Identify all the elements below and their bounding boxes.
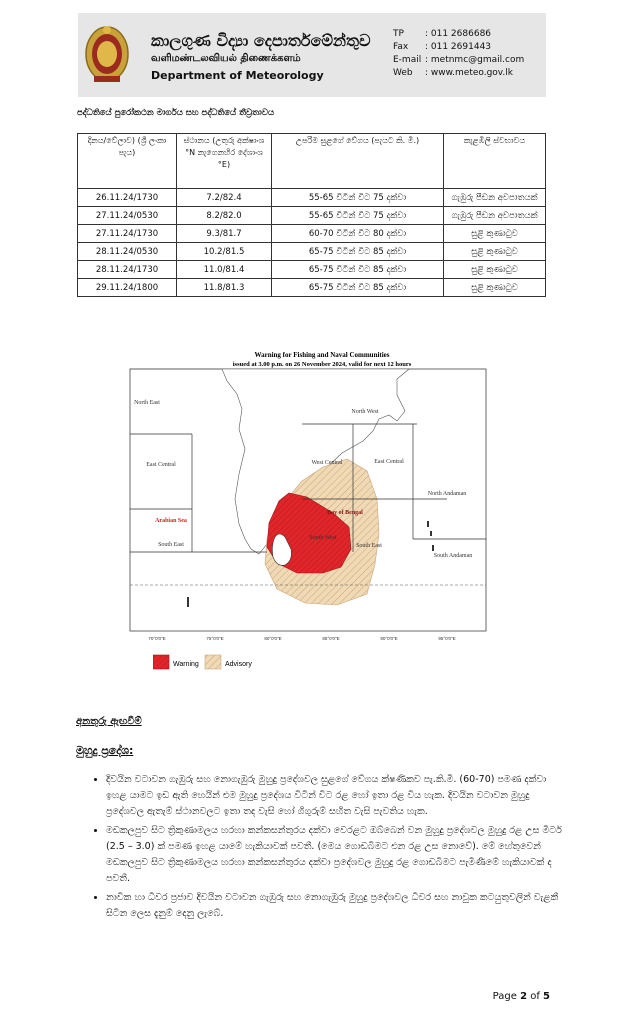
svg-text:85°0'0"E: 85°0'0"E — [322, 636, 340, 641]
contact-phone: TP : 011 2686686 — [393, 29, 492, 39]
sri-lanka-emblem-icon — [84, 24, 130, 86]
table-header-row — [78, 134, 546, 189]
contact-block — [393, 28, 524, 80]
col-header-position: ස්ථානය (උතුරු අක්ෂාංශ °N නැගෙනහිර දේශාංශ °E) — [177, 134, 272, 189]
warnings-heading: අනතුරු ඇඟවීම් — [76, 716, 142, 727]
table-title: පද්ධතියේ පුරෝකථන මාර්ගය සහ පද්ධතියේ තීව්‍රතාවය — [77, 108, 275, 118]
dept-name-english: Department of Meteorology — [151, 69, 324, 82]
label-south-west: South West — [309, 535, 337, 541]
label-north-east: North East — [134, 400, 160, 406]
col-header-intensity: කැළඹිලි ස්වභාවය — [444, 134, 546, 189]
svg-text:90°0'0"E: 90°0'0"E — [380, 636, 398, 641]
svg-text:70°0'0"E: 70°0'0"E — [148, 636, 166, 641]
warning-map — [127, 349, 490, 645]
contact-email: E-mail : metnmc@gmail.com — [393, 55, 525, 65]
col-header-datetime: දිනය/වේලාව) (ශ්‍රී ලංකා පැය) — [78, 134, 177, 189]
svg-text:80°0'0"E: 80°0'0"E — [264, 636, 282, 641]
label-bay-of-bengal: Bay of Bengal — [327, 510, 363, 516]
legend-advisory-swatch — [205, 655, 221, 669]
sea-areas-heading: මුහුදු ප්‍රදේශ: — [76, 744, 134, 757]
map-title: Warning for Fishing and Naval Communities — [254, 351, 390, 359]
dept-name-tamil: வளிமண்டலவியல் திணைக்களம் — [151, 53, 301, 64]
table-row: 26.11.24/1730 7.2/82.4 55-65 විටින් විට 75 දක්වා ගැඹුරු පීඩන අවපාතයක් — [78, 189, 546, 207]
table-row: 27.11.24/0530 8.2/82.0 55-65 විටින් විට 75 දක්වා ගැඹුරු පීඩන අවපාතයක් — [78, 207, 546, 225]
longitude-labels — [148, 636, 455, 641]
label-south-east-bay: South East — [356, 543, 382, 549]
label-south-east-west: South East — [158, 542, 184, 548]
col-header-wind: උපරිම සුළගේ වේගය (පැයට කි. මී.) — [272, 134, 444, 189]
svg-text:95°0'0"E: 95°0'0"E — [438, 636, 456, 641]
svg-text:75°0'0"E: 75°0'0"E — [206, 636, 224, 641]
legend-advisory-label: Advisory — [225, 661, 252, 668]
table-row: 27.11.24/1730 9.3/81.7 60-70 විටින් විට 80 දක්වා සුළි කුණාටුව — [78, 225, 546, 243]
contact-fax: Fax : 011 2691443 — [393, 42, 492, 52]
label-north-west: North West — [351, 409, 379, 415]
label-arabian-sea: Arabian Sea — [155, 518, 187, 524]
map-legend — [153, 653, 263, 675]
label-east-central: East Central — [146, 462, 176, 468]
map-subtitle: issued at 3.00 p.m. on 26 November 2024, valid for next 12 hours — [232, 361, 412, 368]
label-west-central: West Central — [311, 460, 343, 466]
table-row: 29.11.24/1800 11.8/81.3 65-75 විටින් විට 85 දක්වා සුළි කුණාටුව — [78, 279, 546, 297]
contact-web: Web : www.meteo.gov.lk — [393, 68, 514, 78]
legend-warning-label: Warning — [173, 661, 199, 668]
legend-warning-swatch — [153, 655, 169, 669]
bullet-item: • මඩකලපුව සිට ත්‍රිකුණාමලය හරහා කන්කසන්තුරය දක්වා වෙරළට ඔබ්බෙන් වන මුහුදු ප්‍රදේශවල මුහුදු රළ උස මීටර් (2.5 – 3.0) ක් පමණ ඉහළ යාමේ හැකියාවක් පවතී. (මෙය ගොඩබිමට එන රළ උස නොවේ). මේ හේතුවෙන් මඩකලපුව සිට ත්‍රිකුණාමලය හරහා කන්කසන්තුරය දක්වා ප්‍රදේශවල මුහුදු රළ ගොඩබිමට පැමිණීමේ හැකියාවක් ද පවතී. — [106, 823, 566, 887]
dept-name-sinhala: කාලගුණ විද්‍යා දෙපාර්තමේන්තුව — [151, 31, 371, 50]
warning-bullets — [88, 772, 566, 925]
label-north-andaman: North Andaman — [427, 491, 467, 497]
bullet-item: • දිවයින වටාවන ගැඹුරු සහ නොගැඹුරු මුහුදු ප්‍රදේශවල සුළගේ වේගය ක්ෂණිකව පැ.කි.මී. (60-70) පමණ දක්වා ඉහළ යාමට ඉඩ ඇති හෙයින් එම මුහුදු ප්‍රදේශය විටින් විට රළ හෝ ඉතා රළ විය හැක. දිවයින වටාවන මුහුදු ප්‍රදේශවල ඇතැම් ස්ථානවලට ඉතා තද වැසි හෝ ගිගුරුම් සහිත වැසි පැවතිය හැක. — [106, 772, 566, 820]
page-number: Page 2 of 5 — [492, 991, 550, 1002]
label-east-central-bay: East Central — [374, 459, 404, 465]
forecast-table — [77, 133, 546, 297]
table-row: 28.11.24/1730 11.0/81.4 65-75 විටින් විට 85 දක්වා සුළි කුණාටුව — [78, 261, 546, 279]
bullet-item: • නාවික හා ධීවර ප්‍රජාව දිවයින වටාවන ගැඹුරු සහ නොගැඹුරු මුහුදු ප්‍රදේශවල ධීවර සහ නාවුක කටයුතුවලින් වැළකී සිටින ලෙස දැනුම් දෙනු ලැබේ. — [106, 890, 566, 922]
table-row: 28.11.24/0530 10.2/81.5 65-75 විටින් විට 85 දක්වා සුළි කුණාටුව — [78, 243, 546, 261]
label-south-andaman: South Andaman — [433, 553, 473, 559]
